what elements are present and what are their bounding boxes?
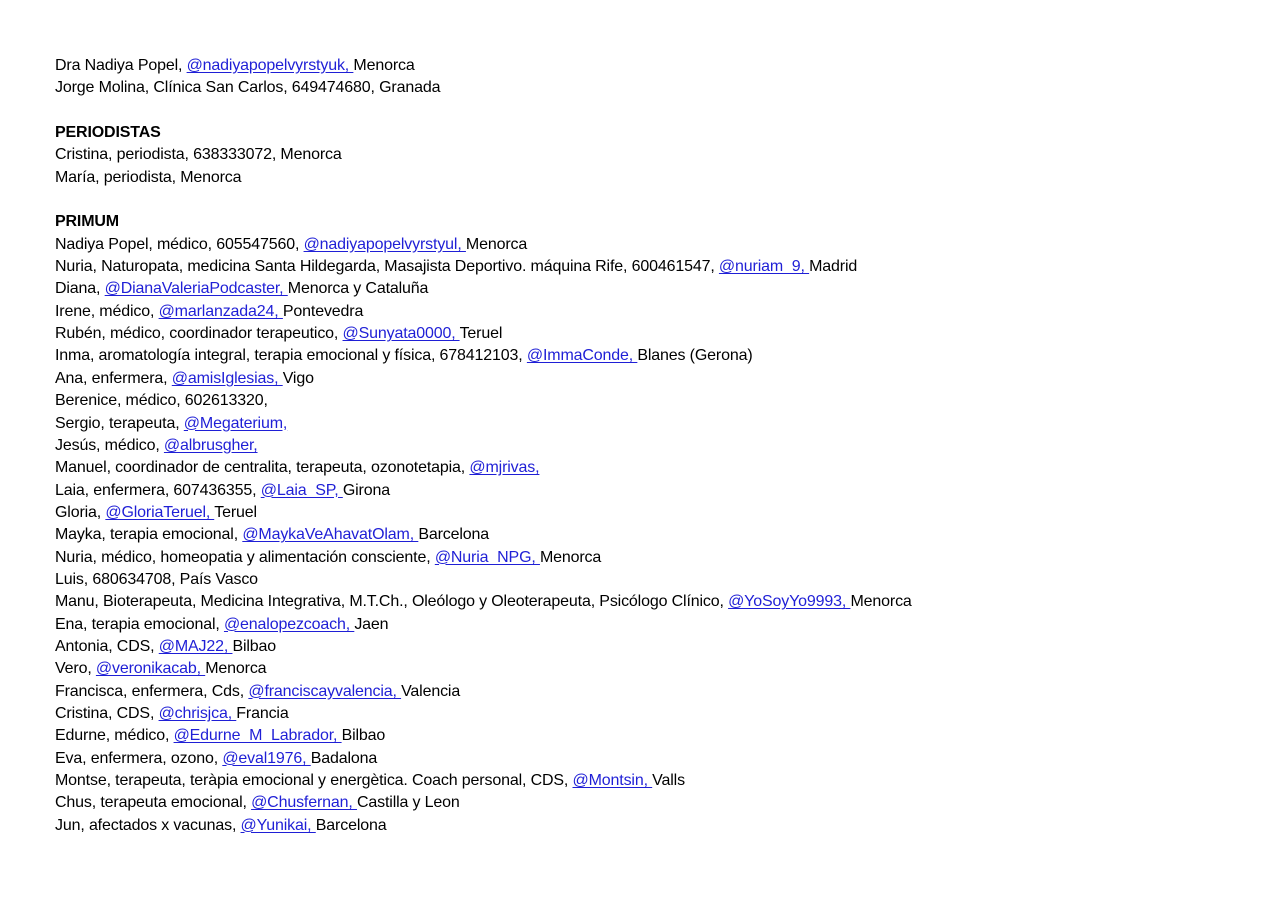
contact-text: Jorge Molina, Clínica San Carlos, 649474680, Granada bbox=[55, 79, 441, 97]
contact-text: Edurne, médico, bbox=[55, 727, 174, 745]
contact-line bbox=[55, 278, 1235, 300]
contact-location: Bilbao bbox=[341, 727, 386, 745]
contact-line bbox=[55, 457, 1235, 479]
contact-text: Luis, 680634708, País Vasco bbox=[55, 570, 258, 588]
social-handle-link[interactable]: @mjrivas, bbox=[469, 459, 540, 477]
social-handle-link[interactable]: @chrisjca, bbox=[158, 704, 237, 722]
social-handle-link[interactable]: @enalopezcoach, bbox=[223, 615, 355, 633]
section-heading: PRIMUM bbox=[55, 213, 119, 231]
contact-text: Diana, bbox=[55, 280, 105, 298]
contact-text: Gloria, bbox=[55, 503, 106, 521]
contact-text: Nuria, Naturopata, medicina Santa Hildegarda, Masajista Deportivo. máquina Rife, 600461547, bbox=[55, 258, 719, 276]
social-handle-link[interactable]: @marlanzada24, bbox=[158, 302, 283, 320]
contact-text: Antonia, CDS, bbox=[55, 637, 159, 655]
contact-text: Ana, enfermera, bbox=[55, 369, 172, 387]
contact-location: Bilbao bbox=[232, 637, 277, 655]
contact-location: Teruel bbox=[459, 325, 503, 343]
contact-text: Laia, enfermera, 607436355, bbox=[55, 481, 261, 499]
contact-text: Cristina, periodista, 638333072, Menorca bbox=[55, 146, 342, 164]
contact-text: Eva, enfermera, ozono, bbox=[55, 749, 223, 767]
social-handle-link[interactable]: @Nuria_NPG, bbox=[434, 548, 540, 566]
contact-line bbox=[55, 55, 1235, 77]
social-handle-link[interactable]: @nadiyapopelvyrstyuk, bbox=[186, 57, 354, 74]
contact-line bbox=[55, 413, 1235, 435]
social-handle-link[interactable]: @Sunyata0000, bbox=[342, 325, 460, 343]
contact-text: Chus, terapeuta emocional, bbox=[55, 794, 252, 812]
social-handle-link[interactable]: @eval1976, bbox=[222, 749, 311, 767]
contact-location: Barcelona bbox=[315, 816, 387, 834]
contact-line bbox=[55, 725, 1235, 747]
contact-location: Jaen bbox=[354, 615, 389, 633]
contact-line bbox=[55, 77, 1235, 99]
contact-line bbox=[55, 770, 1235, 792]
contact-text: Jesús, médico, bbox=[55, 436, 164, 454]
contact-text: Sergio, terapeuta, bbox=[55, 414, 184, 432]
contact-line bbox=[55, 569, 1235, 591]
contact-text: Francisca, enfermera, Cds, bbox=[55, 682, 249, 700]
contact-text: Vero, bbox=[55, 660, 96, 678]
social-handle-link[interactable]: @Chusfernan, bbox=[251, 794, 357, 812]
contact-line bbox=[55, 792, 1235, 814]
contact-line bbox=[55, 323, 1235, 345]
contact-text: Nuria, médico, homeopatia y alimentación consciente, bbox=[55, 548, 435, 566]
contact-line bbox=[55, 703, 1235, 725]
contact-line bbox=[55, 658, 1235, 680]
contact-location: Menorca bbox=[850, 593, 912, 611]
contact-line bbox=[55, 301, 1235, 323]
social-handle-link[interactable]: @GloriaTeruel, bbox=[105, 503, 215, 521]
contact-location: Menorca bbox=[465, 235, 528, 253]
contact-line bbox=[55, 167, 1235, 189]
contact-text: Dra Nadiya Popel, bbox=[55, 57, 187, 74]
social-handle-link[interactable]: @DianaValeriaPodcaster, bbox=[104, 280, 288, 298]
contact-text: María, periodista, Menorca bbox=[55, 168, 242, 186]
contact-line bbox=[55, 636, 1235, 658]
contact-text: Cristina, CDS, bbox=[55, 704, 159, 722]
social-handle-link[interactable]: @Yunikai, bbox=[240, 816, 316, 834]
contact-location: Barcelona bbox=[418, 526, 490, 544]
contact-location: Valencia bbox=[401, 682, 461, 700]
contact-text: Manu, Bioterapeuta, Medicina Integrativa, M.T.Ch., Oleólogo y Oleoterapeuta, Psicólogo Clínico, bbox=[55, 593, 729, 611]
contact-text: Montse, terapeuta, teràpia emocional y energètica. Coach personal, CDS, bbox=[55, 772, 573, 789]
contact-line bbox=[55, 681, 1235, 703]
contact-location: Francia bbox=[236, 704, 289, 722]
contact-location: Menorca y Cataluña bbox=[287, 280, 429, 298]
social-handle-link[interactable]: @Edurne_M_Labrador, bbox=[173, 727, 342, 745]
contact-line bbox=[55, 614, 1235, 636]
contact-line bbox=[55, 547, 1235, 569]
contact-line bbox=[55, 345, 1235, 367]
contact-location: Vigo bbox=[282, 369, 314, 387]
contact-line bbox=[55, 390, 1235, 412]
social-handle-link[interactable]: @amisIglesias, bbox=[171, 369, 283, 387]
contact-line bbox=[55, 748, 1235, 770]
social-handle-link[interactable]: @franciscayvalencia, bbox=[248, 682, 402, 700]
social-handle-link[interactable]: @nadiyapopelvyrstyul, bbox=[303, 235, 466, 253]
blank-line bbox=[55, 100, 1235, 122]
social-handle-link[interactable]: @Montsin, bbox=[572, 772, 653, 789]
contact-text: Rubén, médico, coordinador terapeutico, bbox=[55, 325, 343, 343]
contact-location: Madrid bbox=[809, 258, 858, 276]
social-handle-link[interactable]: @veronikacab, bbox=[95, 660, 206, 678]
blank-line bbox=[55, 189, 1235, 211]
contact-line bbox=[55, 591, 1235, 613]
contact-location: Teruel bbox=[214, 503, 257, 521]
document-page bbox=[55, 55, 1235, 837]
contact-text: Irene, médico, bbox=[55, 302, 159, 320]
contact-line bbox=[55, 256, 1235, 278]
contact-location: Pontevedra bbox=[282, 302, 364, 320]
contact-location: Menorca bbox=[205, 660, 267, 678]
social-handle-link[interactable]: @YoSoyYo9993, bbox=[728, 593, 851, 611]
contact-line bbox=[55, 502, 1235, 524]
contact-line bbox=[55, 815, 1235, 837]
social-handle-link[interactable]: @Laia_SP, bbox=[260, 481, 343, 499]
contact-location: Menorca bbox=[353, 57, 415, 74]
contact-text: Berenice, médico, 602613320, bbox=[55, 392, 268, 410]
social-handle-link[interactable]: @nuriam_9, bbox=[718, 258, 810, 276]
contact-location: Girona bbox=[342, 481, 390, 499]
contact-line bbox=[55, 144, 1235, 166]
contact-location: Badalona bbox=[310, 749, 378, 767]
social-handle-link[interactable]: @MAJ22, bbox=[158, 637, 233, 655]
contact-line bbox=[55, 234, 1235, 256]
social-handle-link[interactable]: @ImmaConde, bbox=[526, 347, 638, 365]
contact-location: Menorca bbox=[539, 548, 602, 566]
contact-line bbox=[55, 524, 1235, 546]
contact-location: Valls bbox=[652, 772, 685, 789]
contact-text: Inma, aromatología integral, terapia emocional y física, 678412103, bbox=[55, 347, 527, 365]
social-handle-link[interactable]: @Megaterium, bbox=[183, 414, 288, 432]
contact-text: Nadiya Popel, médico, 605547560, bbox=[55, 235, 304, 253]
contact-line bbox=[55, 368, 1235, 390]
contact-location: Blanes (Gerona) bbox=[637, 347, 753, 365]
contact-text: Ena, terapia emocional, bbox=[55, 615, 224, 633]
contact-line bbox=[55, 480, 1235, 502]
section-heading: PERIODISTAS bbox=[55, 124, 161, 142]
contact-text: Mayka, terapia emocional, bbox=[55, 526, 243, 544]
social-handle-link[interactable]: @albrusgher, bbox=[163, 436, 258, 454]
contact-location: Castilla y Leon bbox=[356, 794, 460, 812]
contact-line bbox=[55, 435, 1235, 457]
contact-text: Manuel, coordinador de centralita, terapeuta, ozonotetapia, bbox=[55, 459, 470, 477]
contact-text: Jun, afectados x vacunas, bbox=[55, 816, 241, 834]
social-handle-link[interactable]: @MaykaVeAhavatOlam, bbox=[242, 526, 419, 544]
